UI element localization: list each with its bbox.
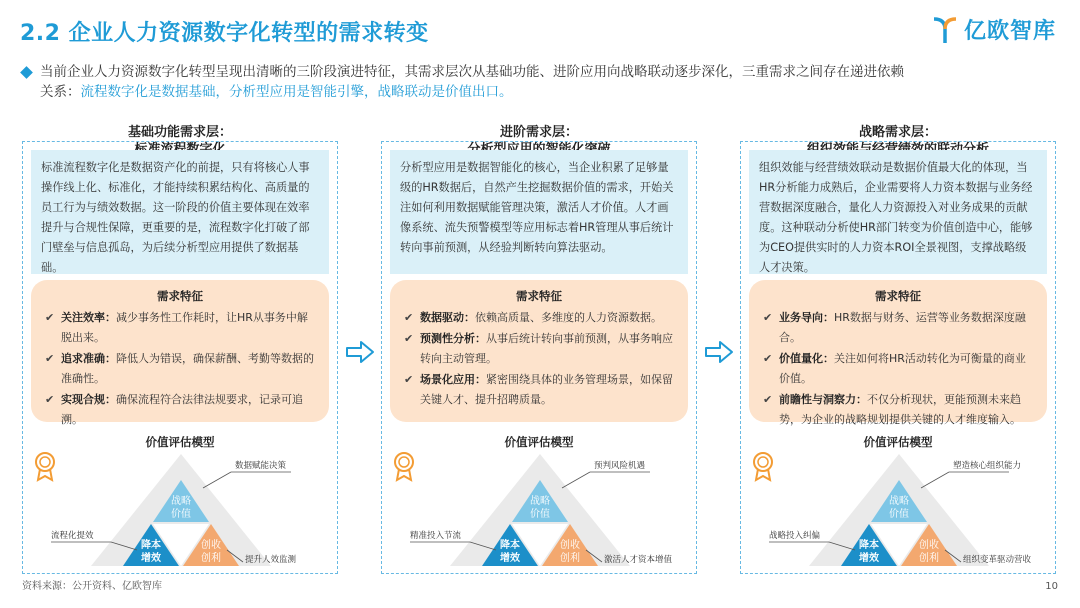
need-item — [763, 308, 1033, 348]
pyramid-top-label-2: 价值 — [530, 509, 550, 520]
check-icon: ✔ — [404, 373, 414, 386]
callout-right: 激活人才资本增值 — [604, 555, 673, 565]
need-text: 紧密围绕具体的业务管理场景，如保留关键人才、提升招聘质量。 — [420, 373, 673, 406]
needs-panel — [749, 280, 1047, 426]
pyramid-left-label-1: 降本 — [141, 540, 161, 551]
pyramid-right-label-2: 创利 — [919, 553, 939, 564]
pyramid-right-label-2: 创利 — [560, 553, 580, 564]
pyramid-left-label-2: 增效 — [141, 553, 161, 564]
need-label: 追求准确： — [61, 352, 116, 365]
arrow-right-icon — [345, 340, 375, 364]
need-item — [763, 349, 1033, 389]
pyramid-right-label-1: 创收 — [201, 540, 221, 551]
need-label: 数据驱动： — [420, 311, 475, 324]
callout-line-top — [921, 472, 949, 488]
needs-title: 需求特征 — [157, 289, 203, 303]
callout-line-top — [562, 472, 590, 488]
logo-icon — [932, 15, 958, 45]
check-icon: ✔ — [45, 352, 55, 365]
callout-top: 数据赋能决策 — [235, 461, 287, 471]
pyramid-top-label-1: 战略 — [889, 496, 909, 507]
bullet-diamond-icon — [20, 66, 33, 79]
value-model-title: 价值评估模型 — [504, 435, 574, 449]
award-badge-icon — [36, 453, 54, 480]
check-icon: ✔ — [45, 311, 55, 324]
pyramid-top-label-1: 战略 — [171, 496, 191, 507]
intro-line1: 当前企业人力资源数字化转型呈现出清晰的三阶段演进特征，其需求层次从基础功能、进阶应用向战略联动逐步深化，三重需求之间存在递进依赖 — [40, 64, 904, 80]
need-text: 减少事务性工作耗时，让HR从事务中解脱出来。 — [61, 311, 308, 344]
page-number: 10 — [1045, 581, 1058, 592]
check-icon: ✔ — [404, 332, 414, 345]
need-item — [404, 329, 674, 369]
intro-paragraph — [22, 62, 1052, 102]
need-item — [45, 349, 315, 389]
need-text: HR数据与财务、运营等业务数据深度融合。 — [779, 311, 1026, 344]
callout-left: 战略投入纠偏 — [769, 531, 821, 541]
check-icon: ✔ — [763, 352, 773, 365]
logo-text: 亿欧智库 — [963, 19, 1056, 44]
callout-left: 流程化提效 — [51, 531, 94, 541]
pyramid-left-label-1: 降本 — [859, 540, 879, 551]
pyramid-right-label-1: 创收 — [560, 540, 580, 551]
column-box — [740, 141, 1056, 574]
award-badge-icon — [395, 453, 413, 480]
need-text: 不仅分析现状，更能预测未来趋势，为企业的战略规划提供关键的人才维度输入。 — [779, 393, 1021, 426]
value-model — [31, 434, 329, 565]
need-item — [404, 370, 674, 410]
source-note: 资料来源：公开资料、亿欧智库 — [22, 581, 162, 592]
need-text: 降低人为错误，确保薪酬、考勤等数据的准确性。 — [61, 352, 314, 385]
callout-line-top — [203, 472, 231, 488]
need-item — [45, 390, 315, 430]
column-box — [22, 141, 338, 574]
pyramid-left-label-1: 降本 — [500, 540, 520, 551]
value-model-title: 价值评估模型 — [145, 435, 215, 449]
logo — [932, 14, 1056, 45]
needs-panel — [390, 280, 688, 422]
check-icon: ✔ — [404, 311, 414, 324]
pyramid-top-label-2: 价值 — [171, 509, 191, 520]
value-model — [390, 434, 688, 565]
need-label: 前瞻性与洞察力： — [779, 393, 867, 406]
check-icon: ✔ — [763, 311, 773, 324]
callout-top: 塑造核心组织能力 — [953, 461, 1022, 471]
value-pyramid — [31, 450, 329, 570]
intro-line2-prefix: 关系： — [40, 84, 81, 100]
callout-top: 预判风险机遇 — [594, 461, 646, 471]
callout-right: 组织变革驱动营收 — [963, 555, 1032, 565]
column-heading-line1: 进阶需求层： — [499, 125, 578, 140]
column-box — [381, 141, 697, 574]
need-item — [45, 308, 315, 348]
value-model-title: 价值评估模型 — [863, 435, 933, 449]
value-pyramid — [390, 450, 688, 570]
column-description: 标准流程数字化是数据资产化的前提，只有将核心人事操作线上化、标准化，才能持续积累结构化、高质量的员工行为与绩效数据。这一阶段的价值主要体现在效率提升与合规性保障，更重要的是，流程数字化打破了部门壁垒与信息孤岛，为后续分析型应用提供了数据基础。 — [31, 150, 329, 274]
need-label: 场景化应用： — [420, 373, 486, 386]
need-label: 关注效率： — [61, 311, 116, 324]
need-item — [404, 308, 674, 328]
column-description: 组织效能与经营绩效联动是数据价值最大化的体现，当HR分析能力成熟后，企业需要将人力资本数据与业务经营数据深度融合，量化人力资源投入对业务成果的贡献度。这种联动分析使HR部门转变为价值创造中心，能够为CEO提供实时的人力资本ROI全景视图，支撑战略级人才决策。 — [749, 150, 1047, 274]
check-icon: ✔ — [45, 393, 55, 406]
arrow-right-icon — [704, 340, 734, 364]
column-heading-line1: 战略需求层： — [858, 125, 937, 140]
need-text: 从事后统计转向事前预测，从事务响应转向主动管理。 — [420, 332, 673, 365]
pyramid-left-label-2: 增效 — [859, 553, 879, 564]
callout-left: 精准投入节流 — [410, 531, 462, 541]
need-label: 实现合规： — [61, 393, 116, 406]
need-text: 关注如何将HR活动转化为可衡量的商业价值。 — [779, 352, 1026, 385]
need-text: 依赖高质量、多维度的人力资源数据。 — [475, 311, 662, 324]
pyramid-left-label-2: 增效 — [500, 553, 520, 564]
pyramid-top-label-2: 价值 — [889, 509, 909, 520]
needs-panel — [31, 280, 329, 426]
need-text: 确保流程符合法律法规要求，记录可追溯。 — [61, 393, 303, 426]
pyramid-right-label-2: 创利 — [201, 553, 221, 564]
column-heading-line1: 基础功能需求层： — [127, 125, 232, 140]
need-item — [763, 390, 1033, 430]
intro-highlight: 流程数字化是数据基础，分析型应用是智能引擎，战略联动是价值出口。 — [80, 84, 513, 100]
column-description: 分析型应用是数据智能化的核心，当企业积累了足够量级的HR数据后，自然产生挖掘数据价值的需求，开始关注如何利用数据赋能管理决策，激活人才价值。人才画像系统、流失预警模型等应用标志着HR管理从事后统计转向事前预测，从经验判断转向算法驱动。 — [390, 150, 688, 274]
award-badge-icon — [754, 453, 772, 480]
need-label: 预测性分析： — [420, 332, 486, 345]
callout-right: 提升人效监测 — [245, 555, 297, 565]
need-label: 价值量化： — [779, 352, 834, 365]
needs-title: 需求特征 — [516, 289, 562, 303]
value-pyramid — [749, 450, 1047, 570]
page-title: 2.2 企业人力资源数字化转型的需求转变 — [20, 21, 429, 46]
pyramid-top-label-1: 战略 — [530, 496, 550, 507]
value-model — [749, 434, 1047, 565]
need-label: 业务导向： — [779, 311, 834, 324]
pyramid-right-label-1: 创收 — [919, 540, 939, 551]
check-icon: ✔ — [763, 393, 773, 406]
needs-title: 需求特征 — [875, 289, 921, 303]
